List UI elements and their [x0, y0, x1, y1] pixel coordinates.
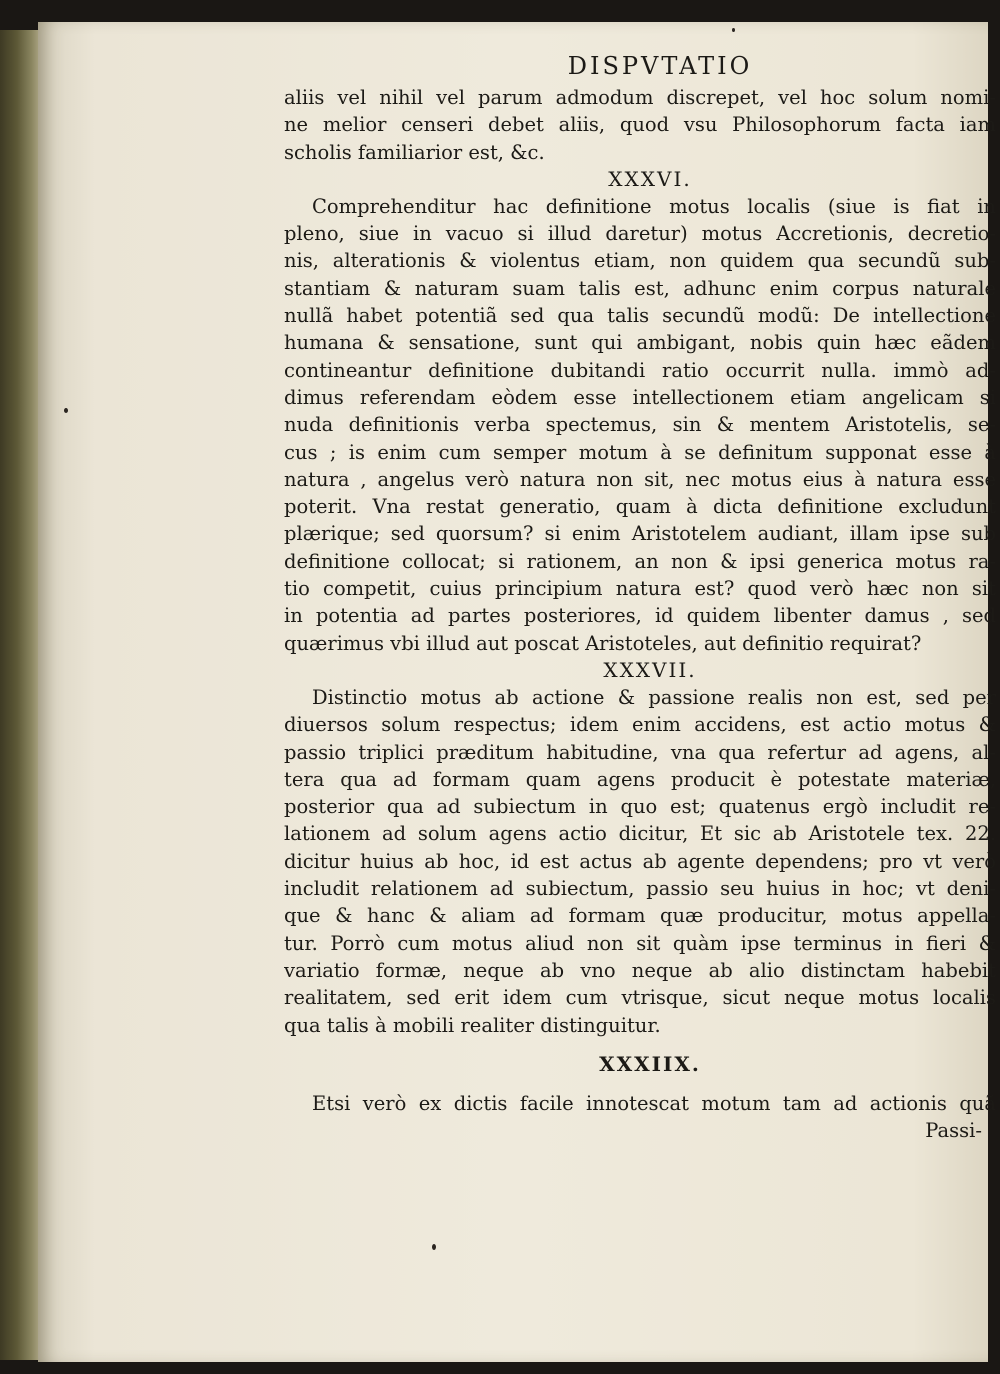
text-line: dimus referendam eòdem esse intellectionem etiam angelicam si: [284, 385, 996, 409]
text-line: aliis vel nihil vel parum admodum discrepet, vel hoc solum nomi-: [284, 86, 996, 109]
text-line: contineantur definitione dubitandi ratio occurrit nulla. immò ad-: [284, 358, 996, 382]
text-line: in potentia ad partes posteriores, id quidem libenter damus , sed: [284, 604, 996, 628]
text-line: Comprehenditur hac definitione motus localis (siue is fiat in: [312, 194, 996, 218]
text-line: pleno, siue in vacuo si illud daretur) motus Accretionis, decretio-: [284, 222, 996, 246]
text-line: definitione collocat; si rationem, an non & ipsi generica motus ra-: [284, 549, 996, 573]
text-line: stantiam & naturam suam talis est, adhunc enim corpus naturale: [284, 276, 996, 300]
paragraph-continuation: [284, 84, 996, 166]
text-line: posterior qua ad subiectum in quo est; quatenus ergò includit re-: [284, 795, 996, 819]
text-line: tur. Porrò cum motus aliud non sit quàm ipse terminus in fieri &: [284, 931, 996, 955]
text-line: quærimus vbi illud aut poscat Aristoteles, aut definitio requirat?: [284, 631, 922, 655]
text-line: qua talis à mobili realiter distinguitur.: [284, 1013, 661, 1037]
text-line: lationem ad solum agens actio dicitur, Et sic ab Aristotele tex. 22.: [284, 822, 996, 846]
text-line: ne melior censeri debet aliis, quod vsu Philosophorum facta iam: [284, 113, 996, 137]
text-line: tera qua ad formam quam agens producit è potestate materiæ,: [284, 767, 996, 791]
text-line: plærique; sed quorsum? si enim Aristotelem audiant, illam ipse sub: [284, 522, 996, 546]
text-line: nis, alterationis & violentus etiam, non quidem qua secundũ sub-: [284, 249, 996, 273]
text-line: natura , angelus verò natura non sit, nec motus eius à natura esse: [284, 467, 996, 491]
section-heading-xxxiix: XXXIIX.: [599, 1051, 701, 1076]
text-line: Distinctio motus ab actione & passione realis non est, sed per: [312, 685, 996, 709]
ink-speck: [732, 28, 735, 32]
text-line: cus ; is enim cum semper motum à se definitum supponat esse à: [284, 440, 996, 464]
ink-speck: [64, 408, 68, 413]
book-page: [38, 22, 996, 1362]
text-line: variatio formæ, neque ab vno neque ab alio distinctam habebit: [284, 958, 996, 982]
running-head: DISPVTATIO: [567, 52, 753, 80]
section-heading-xxxvi: XXXVI.: [608, 166, 692, 191]
text-line: nuda definitionis verba spectemus, sin & mentem Aristotelis, se-: [284, 413, 996, 437]
text-line: realitatem, sed erit idem cum vtrisque, sicut neque motus localis: [284, 986, 996, 1010]
text-line: dicitur huius ab hoc, id est actus ab agente dependens; pro vt verò: [284, 849, 996, 873]
text-line: poterit. Vna restat generatio, quam à dicta definitione excludunt: [284, 495, 996, 519]
section-heading-xxxvii: XXXVII.: [603, 657, 697, 682]
text-column: [284, 52, 996, 1144]
text-line: que & hanc & aliam ad formam quæ producitur, motus appella-: [284, 904, 996, 928]
ink-speck: [432, 1244, 436, 1250]
paragraph-xxxvii: [284, 684, 996, 1039]
text-line: passio triplici præditum habitudine, vna qua refertur ad agens, al-: [284, 740, 996, 764]
text-line: includit relationem ad subiectum, passio seu huius in hoc; vt deni-: [284, 877, 996, 901]
text-line: humana & sensatione, sunt qui ambigant, nobis quin hæc eãdem: [284, 331, 996, 355]
text-line: scholis familiarior est, &c.: [284, 140, 545, 164]
text-line: tio competit, cuius principium natura est? quod verò hæc non sit: [284, 577, 996, 601]
text-line: diuersos solum respectus; idem enim accidens, est actio motus &: [284, 713, 996, 737]
text-line: nullã habet potentiã sed qua talis secundũ modũ: De intellectione: [284, 304, 996, 328]
catchword: Passi-: [925, 1119, 982, 1143]
text-line: Etsi verò ex dictis facile innotescat motum tam ad actionis quã: [312, 1091, 996, 1115]
book-binding-edge: [0, 30, 42, 1360]
paragraph-xxxiix: [284, 1090, 996, 1145]
paragraph-xxxvi: [284, 193, 996, 657]
